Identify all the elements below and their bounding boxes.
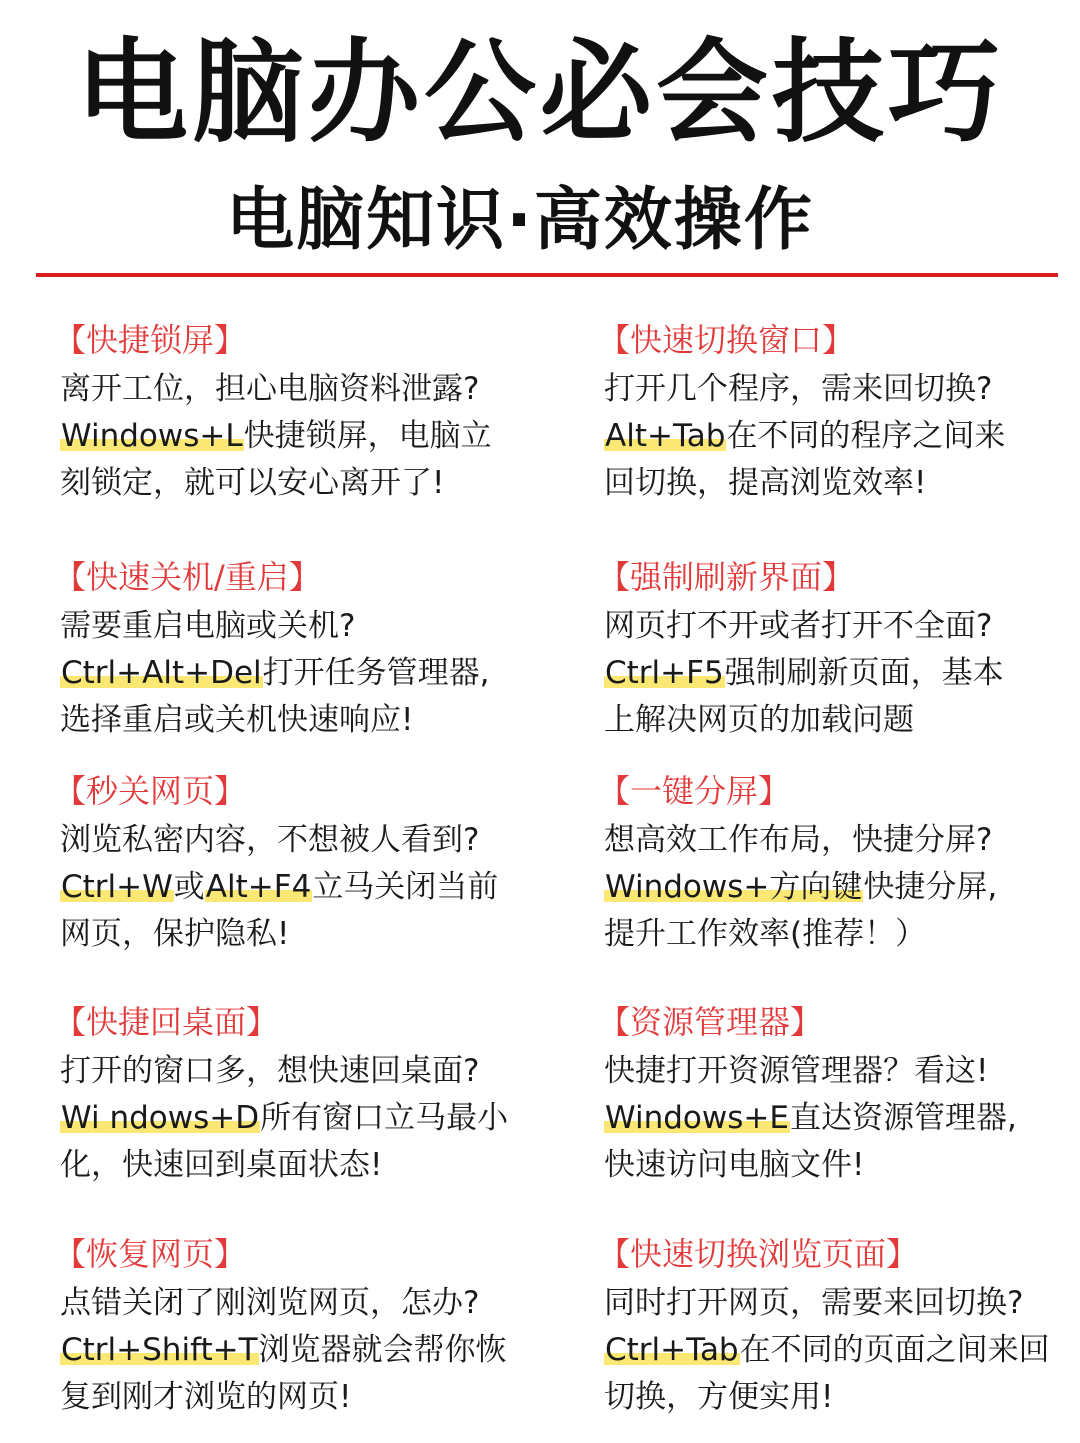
tip-text: 上解决网页的加载问题: [604, 702, 914, 738]
tip-question: 同时打开网页，需要来回切换?: [604, 1285, 1024, 1321]
shortcut-key: Wi ndows+D: [61, 1100, 260, 1136]
tip-heading: 【恢复网页】: [54, 1235, 247, 1273]
tip-text: 在不同的页面之间来回: [739, 1332, 1050, 1368]
tip-text: 化，快速回到桌面状态!: [60, 1147, 383, 1183]
shortcut-key: Ctrl+Tab: [605, 1332, 739, 1368]
tip-card-file-explorer: [598, 1000, 1064, 1189]
shortcut-key: Ctrl+Shift+T: [61, 1332, 258, 1368]
tip-question: 需要重启电脑或关机?: [60, 608, 356, 644]
tip-card-quick-lock: [54, 318, 530, 507]
shortcut-key: Ctrl+W: [61, 869, 173, 905]
tip-card-force-refresh: [598, 555, 1064, 744]
tip-heading: 【快速切换浏览页面】: [598, 1235, 919, 1273]
tip-card-close-page: [54, 769, 530, 958]
title-divider: [36, 273, 1058, 277]
tip-text: 所有窗口立马最小: [260, 1100, 509, 1136]
tip-body: [604, 1280, 1064, 1421]
tip-question: 网页打不开或者打开不全面?: [604, 608, 993, 644]
tip-text: 在不同的程序之间来: [726, 418, 1006, 454]
tip-question: 打开的窗口多，想快速回桌面?: [60, 1053, 480, 1089]
shortcut-key: Ctrl+F5: [605, 655, 724, 691]
tip-card-shutdown-restart: [54, 555, 530, 744]
tip-text: 回切换，提高浏览效率!: [604, 465, 927, 501]
tip-text: 快捷锁屏，电脑立: [243, 418, 492, 454]
tip-card-switch-window: [598, 318, 1064, 507]
shortcut-key: Alt+Tab: [605, 418, 726, 454]
tip-text: 切换，方便实用!: [604, 1379, 834, 1415]
tip-heading: 【快捷回桌面】: [54, 1003, 279, 1041]
tip-body: [604, 366, 1064, 507]
tip-body: [60, 366, 530, 507]
tip-card-switch-tabs: [598, 1232, 1064, 1421]
page-title: 电脑办公必会技巧: [76, 28, 1004, 158]
tip-card-split-screen: [598, 769, 1064, 958]
tip-text: 直达资源管理器,: [789, 1100, 1017, 1136]
tip-card-show-desktop: [54, 1000, 530, 1189]
shortcut-key: Windows+方向键: [605, 869, 863, 905]
tip-text: 提升工作效率(推荐！）: [604, 916, 927, 952]
tip-body: [604, 1048, 1064, 1189]
tip-question: 想高效工作布局，快捷分屏?: [604, 822, 993, 858]
tip-body: [60, 1048, 530, 1189]
tip-text: 立马关闭当前: [312, 869, 499, 905]
shortcut-key-alt: Alt+F4: [205, 869, 312, 905]
shortcut-key: Windows+L: [61, 418, 243, 454]
shortcut-key: Ctrl+Alt+Del: [61, 655, 262, 691]
tip-heading: 【强制刷新界面】: [598, 558, 855, 596]
tip-question: 浏览私密内容，不想被人看到?: [60, 822, 480, 858]
tip-text: 打开任务管理器,: [262, 655, 490, 691]
tip-heading: 【快速切换窗口】: [598, 321, 855, 359]
tip-text: 复到刚才浏览的网页!: [60, 1379, 352, 1415]
tip-text: 浏览器就会帮你恢: [258, 1332, 507, 1368]
tip-text: 快速访问电脑文件!: [604, 1147, 865, 1183]
tip-text: 网页，保护隐私!: [60, 916, 290, 952]
tip-question: 快捷打开资源管理器？看这!: [604, 1053, 989, 1089]
tip-body: [60, 603, 530, 744]
tip-text: 刻锁定，就可以安心离开了!: [60, 465, 445, 501]
tip-question: 离开工位，担心电脑资料泄露?: [60, 371, 480, 407]
key-joiner: 或: [173, 869, 205, 905]
tip-body: [604, 603, 1064, 744]
tip-text: 选择重启或关机快速响应!: [60, 702, 414, 738]
tip-heading: 【快速关机/重启】: [54, 558, 321, 596]
tip-body: [60, 817, 530, 958]
tip-question: 点错关闭了刚浏览网页，怎办?: [60, 1285, 480, 1321]
tip-text: 强制刷新页面，基本: [724, 655, 1004, 691]
tip-heading: 【一键分屏】: [598, 772, 791, 810]
tip-body: [60, 1280, 530, 1421]
tip-question: 打开几个程序，需来回切换?: [604, 371, 993, 407]
tip-heading: 【快捷锁屏】: [54, 321, 247, 359]
page-subtitle: 电脑知识·高效操作: [226, 181, 814, 260]
tip-body: [604, 817, 1064, 958]
tip-heading: 【秒关网页】: [54, 772, 247, 810]
tip-heading: 【资源管理器】: [598, 1003, 823, 1041]
tip-card-restore-page: [54, 1232, 530, 1421]
tip-text: 快捷分屏,: [863, 869, 998, 905]
shortcut-key: Windows+E: [605, 1100, 789, 1136]
